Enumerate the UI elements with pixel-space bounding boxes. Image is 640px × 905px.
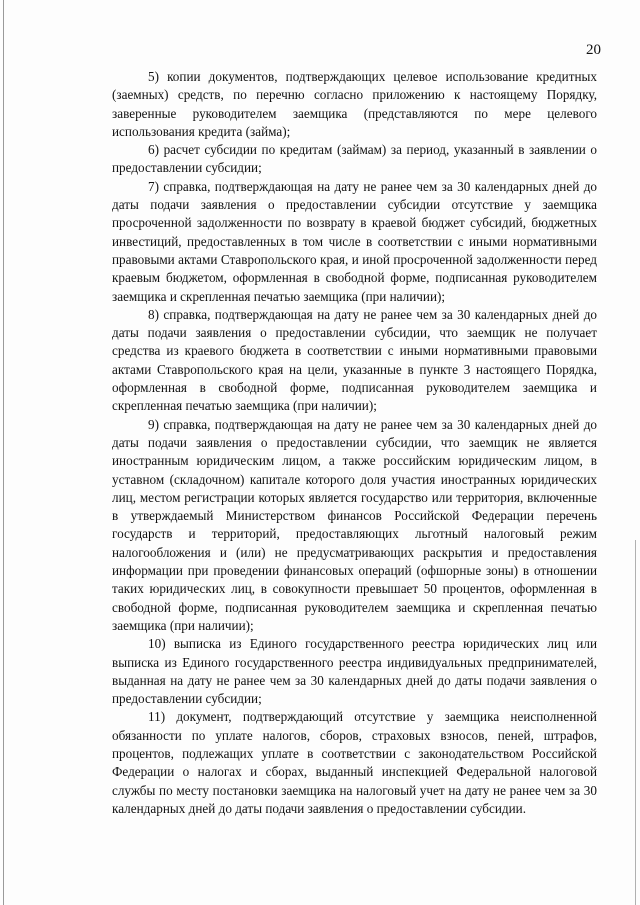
document-body [112,68,597,818]
page-number: 20 [586,42,601,58]
paragraph-item-10: 10) выписка из Единого государственного реестра юридических лиц или выписка из Единого государственного реестра индивидуальных предпринимателей, выданная на дату не ранее чем за 30 календарных дней до даты подачи заявления о предоставлении субсидии; [112,636,597,707]
paragraph-item-11: 11) документ, подтверждающий отсутствие у заемщика неисполненной обязанности по уплате налогов, сборов, страховых взносов, пеней, штрафов, процентов, подлежащих уплате в соответствии с законодательством Российской Федерации о налогах и сборах, выданный инспекцией Федеральной налоговой службы по месту постановки заемщика на налоговый учет на дату не ранее чем за 30 календарных дней до даты подачи заявления о предоставлении субсидии. [112,709,597,816]
paragraph-item-5: 5) копии документов, подтверждающих целевое использование кредитных (заемных) средств, по перечню согласно приложению к настоящему Порядку, заверенные руководителем заемщика (представляются по мере целевого использования кредита (займа); [112,69,597,139]
scan-right-edge [635,540,636,905]
paragraph-item-6: 6) расчет субсидии по кредитам (займам) за период, указанный в заявлении о предоставлении субсидии; [112,142,597,176]
scan-left-edge [3,0,4,905]
paragraph-item-8: 8) справка, подтверждающая на дату не ранее чем за 30 календарных дней до даты подачи заявления о предоставлении субсидии, что заемщик не получает средства из краевого бюджета в соответствии с иными нормативными правовыми актами Ставропольского края на цели, указанные в пункте 3 настоящего Порядка, оформленная в свободной форме, подписанная руководителем заемщика и скрепленная печатью заемщика (при наличии); [112,306,597,414]
paragraph-item-9: 9) справка, подтверждающая на дату не ранее чем за 30 календарных дней до даты подачи заявления о предоставлении субсидии, что заемщик не является иностранным юридическим лицом, а также российским юридическим лицом, в уставном (складочном) капитале которого доля участия иностранных юридических лиц, местом регистрации которых является государство или территория, включенные в утверждаемый Министерством финансов Российской Федерации перечень государств и территорий, предоставляющих льготный налоговый режим налогообложения и (или) не предусматривающих раскрытия и предоставления информации при проведении финансовых операций (офшорные зоны) в отношении таких юридических лиц, в совокупности превышает 50 процентов, оформленная в свободной форме, подписанная руководителем заемщика и скрепленная печатью заемщика (при наличии); [112,416,597,633]
paragraph-item-7: 7) справка, подтверждающая на дату не ранее чем за 30 календарных дней до даты подачи заявления о предоставлении субсидии отсутствие у заемщика просроченной задолженности по возврату в краевой бюджет субсидий, бюджетных инвестиций, предоставленных в том числе в соответствии с иными нормативными правовыми актами Ставропольского края, и иной просроченной задолженности перед краевым бюджетом, оформленная в свободной форме, подписанная руководителем заемщика и скрепленная печатью заемщика (при наличии); [112,178,597,304]
